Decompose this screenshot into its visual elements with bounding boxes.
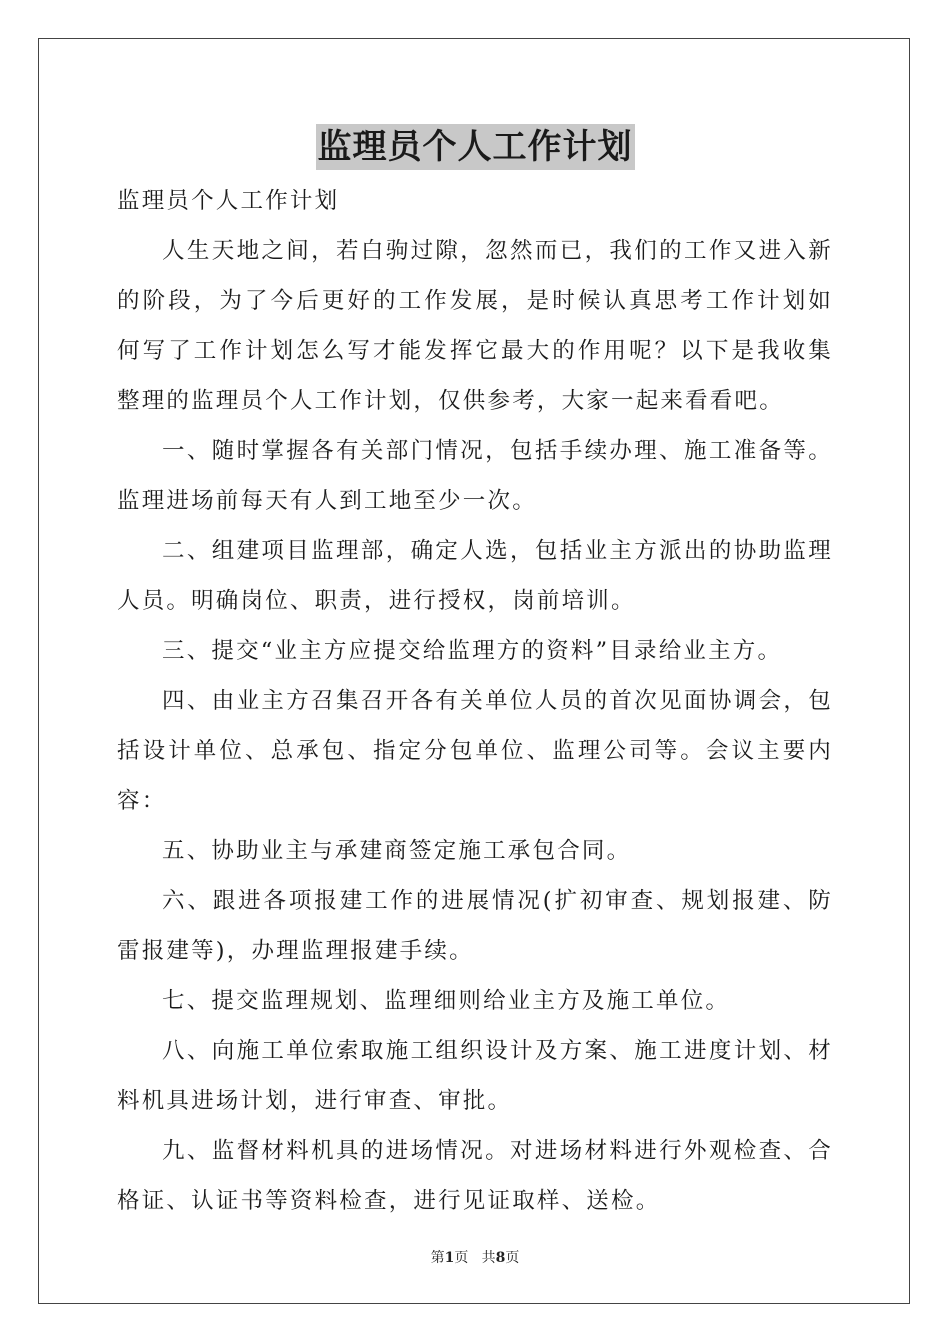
paragraph-item-5: 五、协助业主与承建商签定施工承包合同。 bbox=[162, 838, 632, 864]
paragraph-item-9: 九、监督材料机具的进场情况。对进场材料进行外观检查、合格证、认证书等资料检查，进行见证取样、送检。 bbox=[117, 1138, 833, 1214]
document-title: 监理员个人工作计划 bbox=[316, 124, 635, 170]
paragraph-item-8: 八、向施工单位索取施工组织设计及方案、施工进度计划、材料机具进场计划，进行审查、审批。 bbox=[117, 1038, 833, 1114]
total-unit: 页 bbox=[505, 1250, 520, 1266]
paragraph-item-4: 四、由业主方召集召开各有关单位人员的首次见面协调会，包括设计单位、总承包、指定分包单位、监理公司等。会议主要内容： bbox=[117, 688, 833, 814]
paragraph-item-3: 三、提交“业主方应提交给监理方的资料”目录给业主方。 bbox=[162, 638, 783, 664]
current-page-number: 1 bbox=[444, 1250, 455, 1266]
title-container bbox=[0, 124, 950, 170]
total-prefix: 共 bbox=[481, 1250, 496, 1266]
document-body bbox=[117, 176, 833, 1226]
paragraph-item-2: 二、组建项目监理部，确定人选，包括业主方派出的协助监理人员。明确岗位、职责，进行授权，岗前培训。 bbox=[117, 538, 833, 614]
paragraph-intro: 人生天地之间，若白驹过隙，忽然而已，我们的工作又进入新的阶段，为了今后更好的工作发展，是时候认真思考工作计划如何写了工作计划怎么写才能发挥它最大的作用呢？以下是我收集整理的监理员个人工作计划，仅供参考，大家一起来看看吧。 bbox=[117, 238, 833, 414]
paragraph-item-1: 一、随时掌握各有关部门情况，包括手续办理、施工准备等。监理进场前每天有人到工地至少一次。 bbox=[117, 438, 833, 514]
total-pages-number: 8 bbox=[495, 1250, 506, 1266]
page-prefix: 第 bbox=[430, 1250, 445, 1266]
document-subtitle: 监理员个人工作计划 bbox=[117, 188, 340, 214]
paragraph-item-6: 六、跟进各项报建工作的进展情况(扩初审查、规划报建、防雷报建等)，办理监理报建手续。 bbox=[117, 888, 833, 964]
page-footer bbox=[0, 1247, 950, 1267]
paragraph-item-7: 七、提交监理规划、监理细则给业主方及施工单位。 bbox=[162, 988, 731, 1014]
page-unit: 页 bbox=[454, 1250, 469, 1266]
